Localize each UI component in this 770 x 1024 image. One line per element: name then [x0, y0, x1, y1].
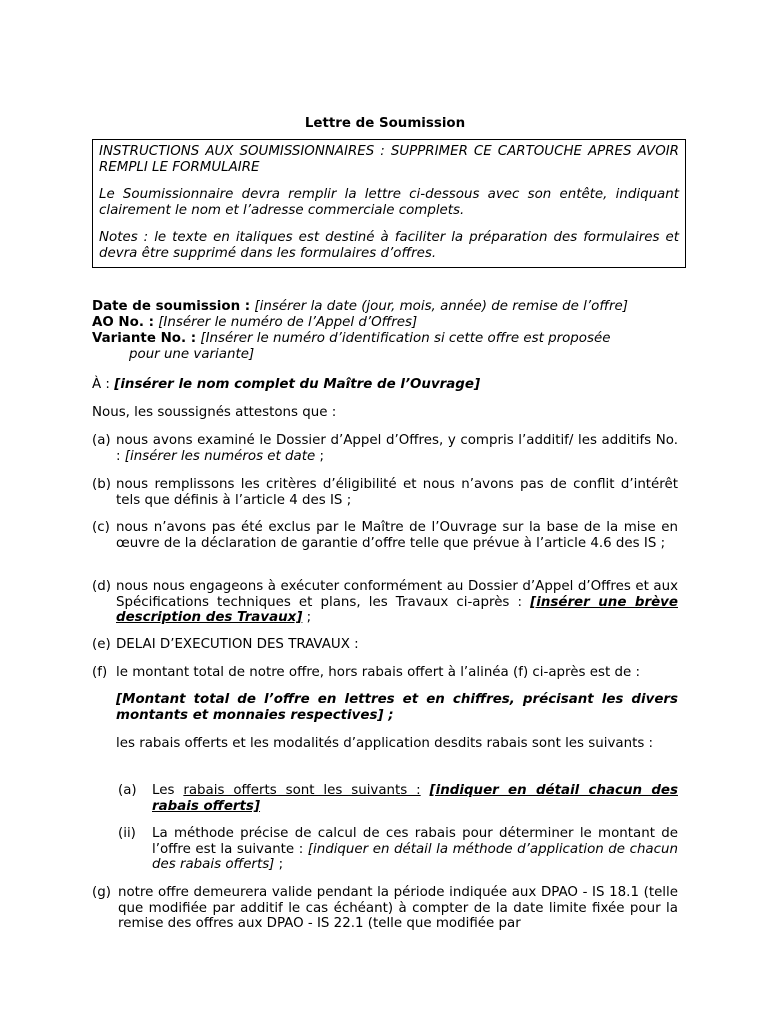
ao-value: [Insérer le numéro de l’Appel d’Offres] — [158, 315, 418, 330]
variante-value-cont: pour une variante] — [129, 347, 255, 362]
rabais-intro: les rabais offerts et les modalités d’application desdits rabais sont les suivants : — [116, 736, 654, 751]
item-label: (f) — [92, 665, 108, 680]
list-item-d — [92, 579, 678, 626]
sub-item-text: La méthode précise de calcul de ces rabais pour déterminer le montant de l’offre est la suivante : — [152, 826, 678, 857]
ao-number-line — [92, 315, 678, 331]
sub-item-placeholder: [indiquer en détail la méthode d’application de chacun des rabais offerts] — [152, 841, 678, 873]
list-item-f — [92, 665, 678, 681]
variante-value: [Insérer le numéro d’identification si cette offre est proposée — [200, 331, 611, 346]
item-text: notre offre demeurera valide pendant la période indiquée aux DPAO - IS 18.1 (telle que modifiée par additif le cas échéant) à compter de la date limite fixée pour la remise des offres aux DPAO - IS 22.1 (telle que modifiée par — [118, 885, 678, 932]
date-value: [insérer la date (jour, mois, année) de remise de l’offre] — [254, 299, 628, 314]
item-text: DELAI D’EXECUTION DES TRAVAUX : — [116, 637, 359, 652]
sub-item-placeholder: [indiquer en détail chacun des rabais offerts] — [152, 783, 678, 814]
instructions-heading: INSTRUCTIONS AUX SOUMISSIONNAIRES : SUPPRIMER CE CARTOUCHE APRES AVOIR REMPLI LE FORMULAIRE — [99, 144, 679, 175]
sub-item-prefix: Les — [152, 783, 175, 798]
item-text: nous n’avons pas été exclus par le Maître de l’Ouvrage sur la base de la mise en œuvre de la déclaration de garantie d’offre telle que prévue à l’article 4.6 des IS ; — [116, 520, 678, 551]
list-item-c — [92, 520, 678, 551]
item-placeholder: [insérer les numéros et date — [124, 448, 316, 464]
sub-item-text: rabais offerts sont les suivants : — [183, 783, 421, 798]
item-label: (b) — [92, 477, 111, 492]
item-text: nous avons examiné le Dossier d’Appel d’Offres, y compris l’additif/ les additifs No. : — [116, 433, 678, 464]
date-label: Date de soumission : — [92, 299, 251, 314]
addressee-line — [92, 377, 678, 393]
item-label: (e) — [92, 637, 111, 652]
item-text: le montant total de notre offre, hors rabais offert à l’alinéa (f) ci-après est de : — [116, 665, 640, 680]
item-text: nous nous engageons à exécuter conformément au Dossier d’Appel d’Offres et aux Spécifications techniques et plans, les Travaux ci-après : — [116, 579, 678, 610]
item-label: (c) — [92, 520, 110, 535]
variante-label: Variante No. : — [92, 331, 197, 346]
instructions-text: Le Soumissionnaire devra remplir la lettre ci-dessous avec son entête, indiquant clairement le nom et l’adresse commerciale complets. — [99, 187, 679, 218]
montant-placeholder: [Montant total de l’offre en lettres et en chiffres, précisant les divers montants et monnaies respectives] ; — [116, 692, 678, 723]
submission-date-line — [92, 299, 678, 315]
addressee-prefix: À : — [92, 377, 110, 392]
item-placeholder: [insérer une brève description des Travaux] — [116, 594, 678, 626]
item-text: nous remplissons les critères d’éligibilité et nous n’avons pas de conflit d’intérêt tels que définis à l’article 4 des IS ; — [116, 477, 678, 508]
instructions-notes: Notes : le texte en italiques est destiné à faciliter la préparation des formulaires et devra être supprimé dans les formulaires d’offres. — [99, 230, 679, 261]
list-item-b — [92, 477, 678, 508]
sub-item-label: (ii) — [118, 826, 136, 841]
list-item-a — [92, 433, 678, 464]
sub-item-end: ; — [278, 857, 284, 873]
sub-item-label: (a) — [118, 783, 137, 798]
item-end: ; — [319, 448, 325, 464]
list-item-g — [92, 885, 678, 932]
item-label: (a) — [92, 433, 111, 448]
sub-item-a — [118, 783, 678, 814]
instructions-box — [92, 139, 686, 268]
addressee-value: [insérer le nom complet du Maître de l’Ouvrage] — [114, 377, 481, 392]
ao-label: AO No. : — [92, 315, 154, 330]
variante-line — [92, 331, 678, 347]
sub-item-ii — [118, 826, 678, 873]
page-title: Lettre de Soumission — [304, 116, 466, 131]
item-label: (d) — [92, 579, 111, 594]
item-end: ; — [306, 610, 312, 626]
list-item-e — [92, 637, 678, 653]
intro-text: Nous, les soussignés attestons que : — [92, 405, 337, 420]
item-label: (g) — [92, 885, 111, 900]
